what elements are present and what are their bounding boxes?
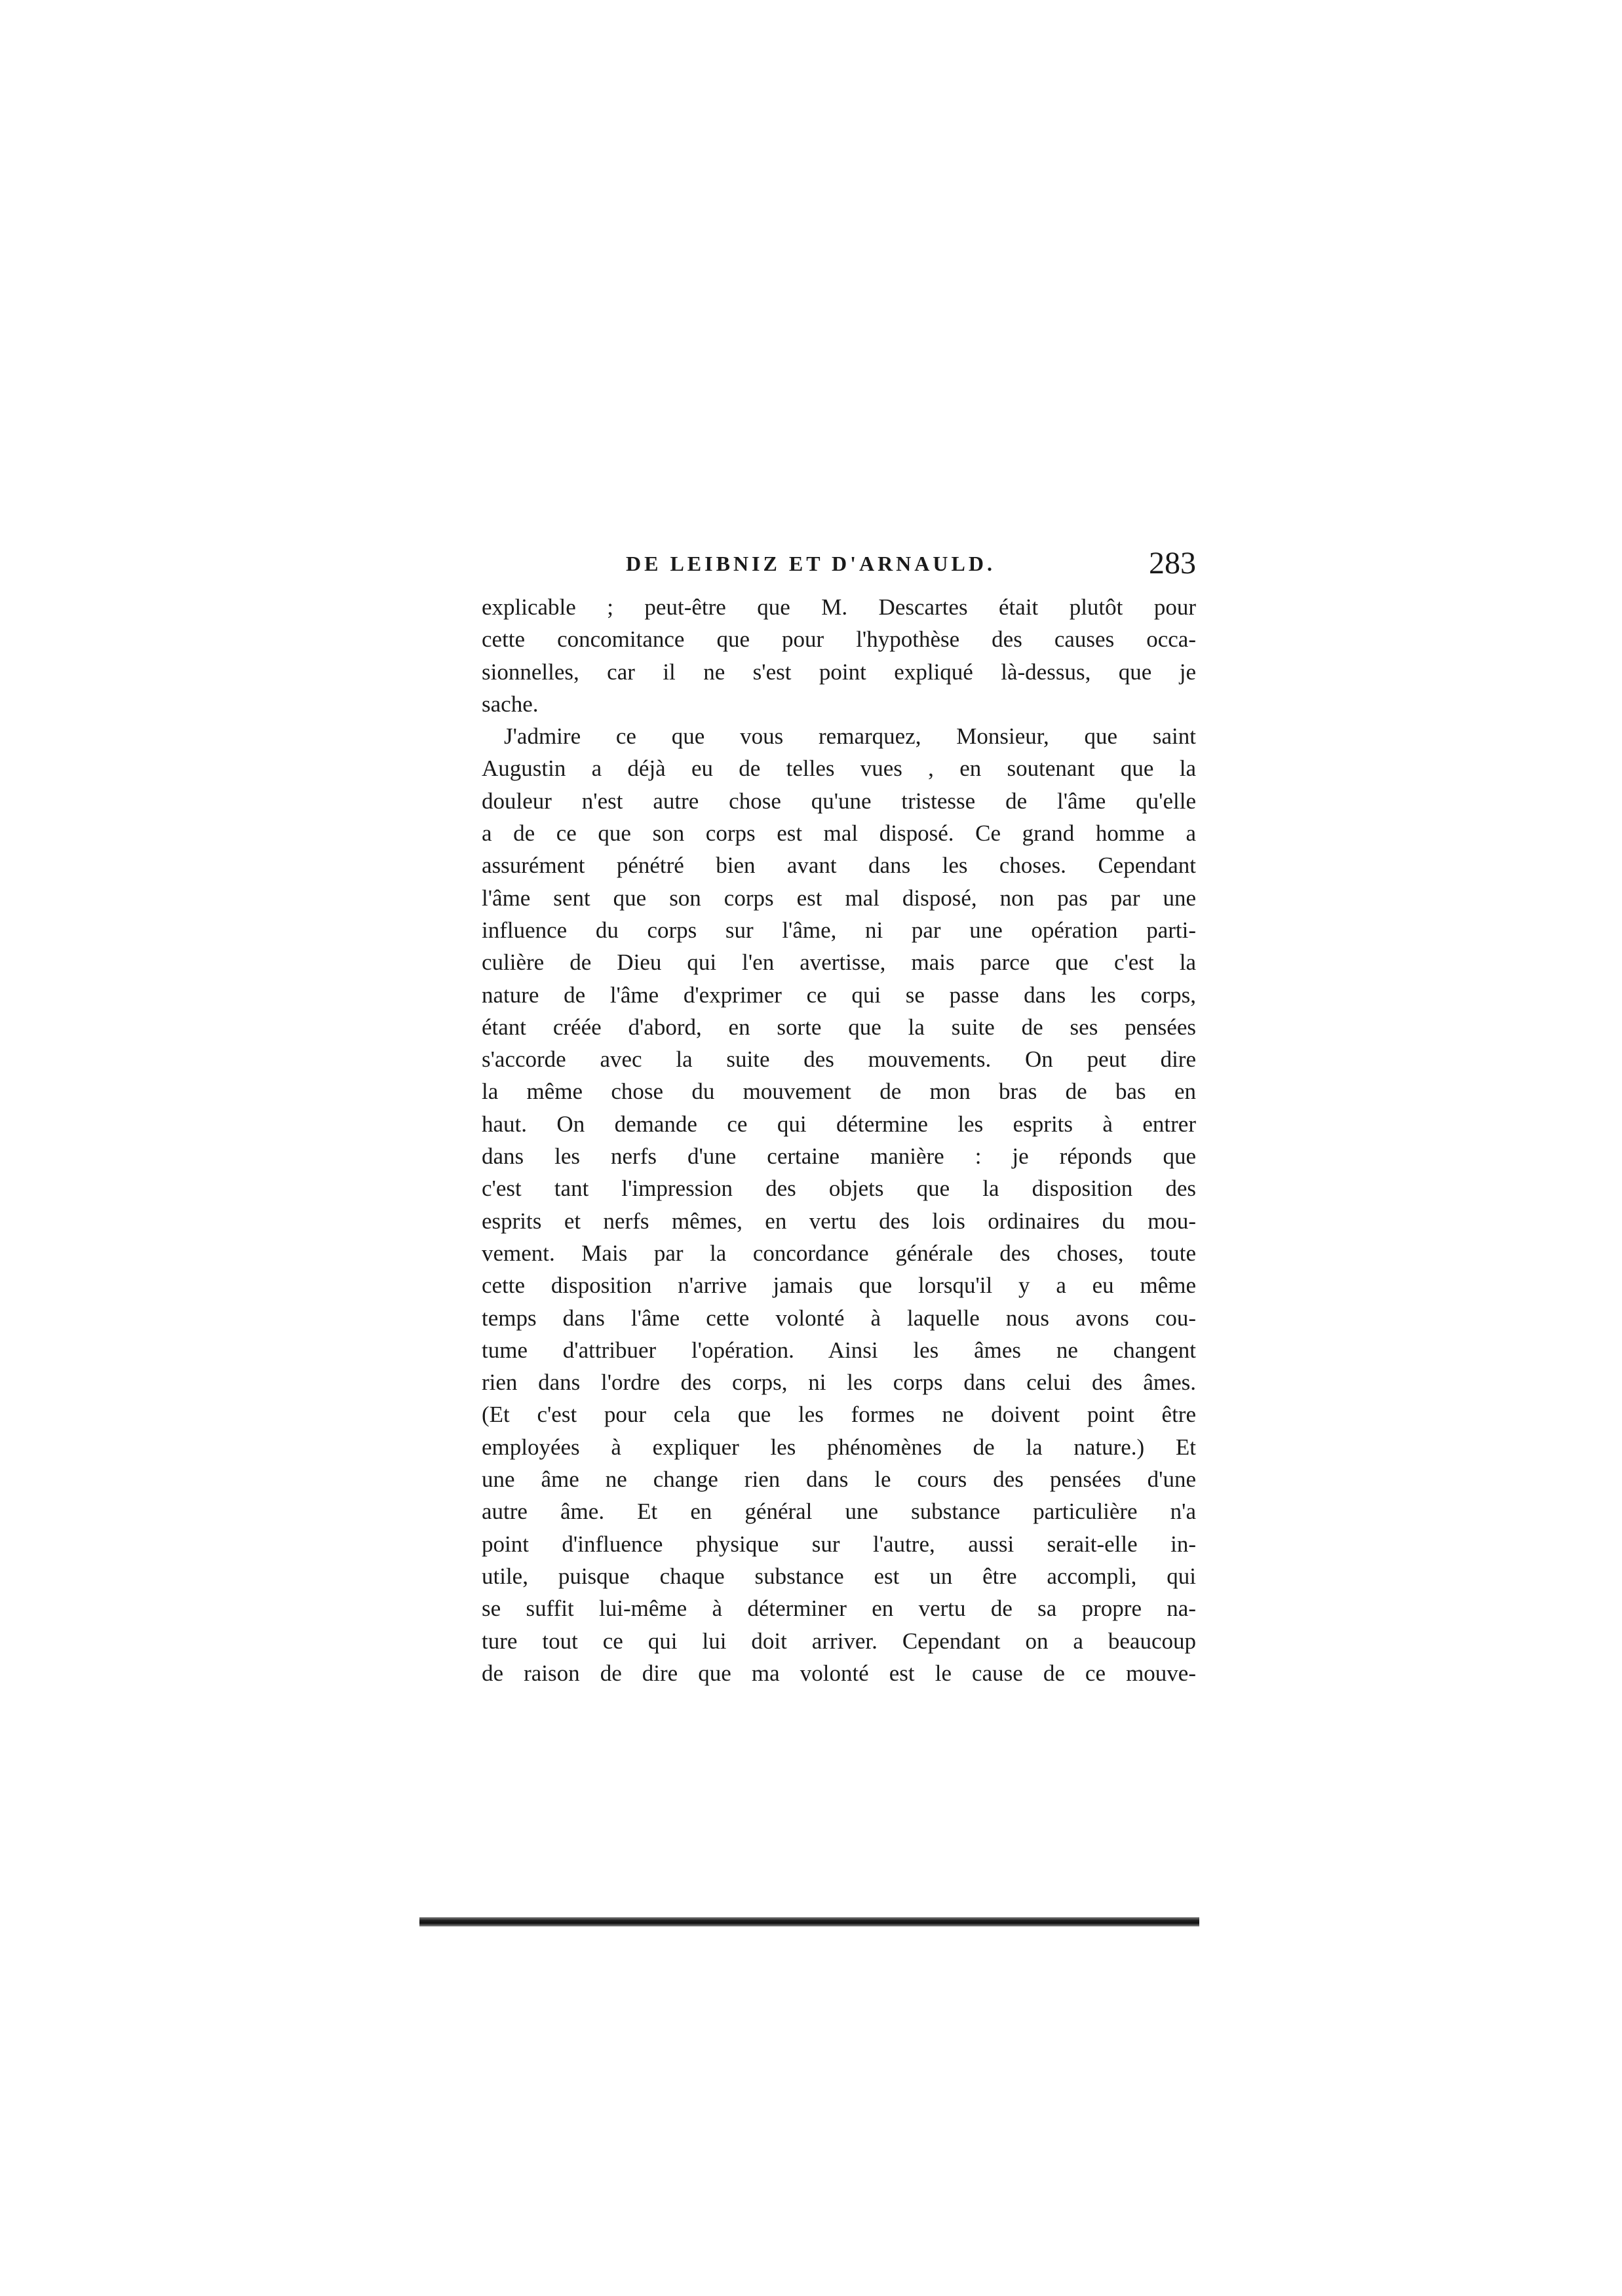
text-line: s'accorde avec la suite des mouvements. On peut dire — [482, 1046, 1196, 1073]
text-line: culière de Dieu qui l'en avertisse, mais parce que c'est la — [482, 949, 1196, 976]
text-line: explicable ; peut-être que M. Descartes était plutôt pour — [482, 594, 1196, 620]
running-title: DE LEIBNIZ ET D'ARNAULD. — [626, 552, 995, 575]
text-line: temps dans l'âme cette volonté à laquelle nous avons cou- — [482, 1305, 1196, 1331]
text-line: étant créée d'abord, en sorte que la suite de ses pensées — [482, 1014, 1196, 1040]
text-line: J'admire ce que vous remarquez, Monsieur, que saint — [504, 723, 1196, 750]
text-line: employées à expliquer les phénomènes de la nature.) Et — [482, 1434, 1196, 1460]
text-line: autre âme. Et en général une substance particulière n'a — [482, 1499, 1196, 1525]
text-line: la même chose du mouvement de mon bras de bas en — [482, 1079, 1196, 1105]
text-line: ture tout ce qui lui doit arriver. Cependant on a beaucoup — [482, 1628, 1196, 1654]
text-line: tume d'attribuer l'opération. Ainsi les âmes ne changent — [482, 1337, 1196, 1363]
text-line: nature de l'âme d'exprimer ce qui se passe dans les corps, — [482, 982, 1196, 1008]
text-line: (Et c'est pour cela que les formes ne doivent point être — [482, 1402, 1196, 1428]
running-header — [482, 545, 1196, 584]
text-line: point d'influence physique sur l'autre, aussi serait-elle in- — [482, 1531, 1196, 1557]
text-line: c'est tant l'impression des objets que la disposition des — [482, 1176, 1196, 1202]
text-line: influence du corps sur l'âme, ni par une opération parti- — [482, 917, 1196, 943]
text-line: dans les nerfs d'une certaine manière : je réponds que — [482, 1143, 1196, 1170]
text-line: esprits et nerfs mêmes, en vertu des lois ordinaires du mou- — [482, 1208, 1196, 1234]
text-line: a de ce que son corps est mal disposé. Ce grand homme a — [482, 820, 1196, 847]
text-line: cette concomitance que pour l'hypothèse des causes occa- — [482, 626, 1196, 653]
text-line: l'âme sent que son corps est mal disposé, non pas par une — [482, 885, 1196, 911]
text-line: cette disposition n'arrive jamais que lorsqu'il y a eu même — [482, 1272, 1196, 1299]
text-line: de raison de dire que ma volonté est le cause de ce mouve- — [482, 1660, 1196, 1686]
text-line: haut. On demande ce qui détermine les esprits à entrer — [482, 1111, 1196, 1137]
text-line: sionnelles, car il ne s'est point expliqué là-dessus, que je — [482, 659, 1196, 685]
text-line: se suffit lui-même à déterminer en vertu de sa propre na- — [482, 1596, 1196, 1622]
page-number: 283 — [1149, 546, 1196, 581]
text-line: utile, puisque chaque substance est un être accompli, qui — [482, 1563, 1196, 1589]
text-line: assurément pénétré bien avant dans les choses. Cependant — [482, 852, 1196, 879]
body-text — [482, 591, 1196, 1689]
text-line: une âme ne change rien dans le cours des pensées d'une — [482, 1466, 1196, 1493]
text-line: douleur n'est autre chose qu'une tristesse de l'âme qu'elle — [482, 788, 1196, 814]
text-line: vement. Mais par la concordance générale des choses, toute — [482, 1240, 1196, 1266]
text-line: sache. — [482, 691, 539, 717]
text-line: rien dans l'ordre des corps, ni les corps dans celui des âmes. — [482, 1369, 1196, 1396]
text-line: Augustin a déjà eu de telles vues , en soutenant que la — [482, 756, 1196, 782]
bottom-scan-rule — [419, 1917, 1199, 1926]
